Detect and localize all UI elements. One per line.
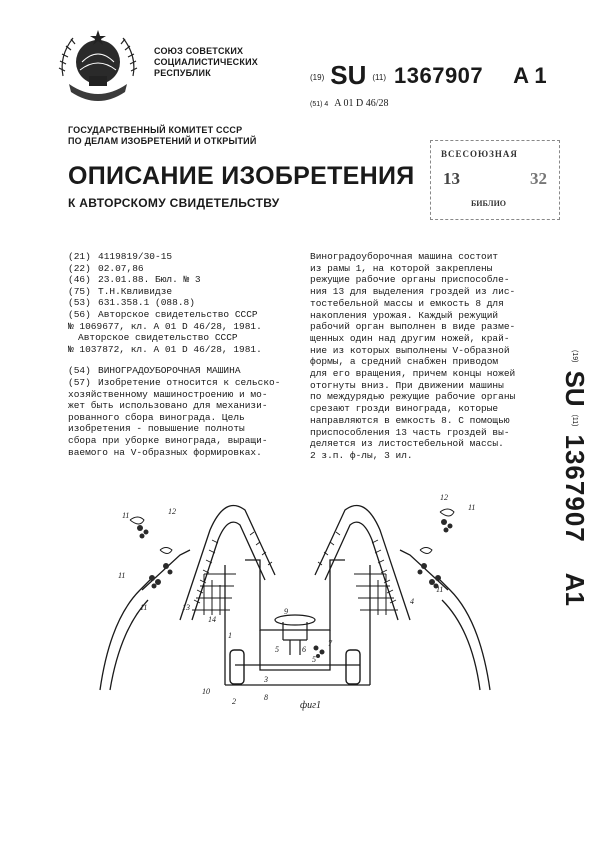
code-19: (19) bbox=[571, 350, 579, 363]
ref-label: 6 bbox=[302, 645, 306, 654]
country-code: SU bbox=[330, 60, 367, 90]
ref-label: 8 bbox=[264, 693, 268, 702]
stamp-number: 13 bbox=[443, 169, 460, 188]
field-code: (75) bbox=[68, 285, 91, 297]
abstract-line: тостебельной массы и емкость 8 для bbox=[310, 297, 504, 309]
committee-line: ПО ДЕЛАМ ИЗОБРЕТЕНИЙ И ОТКРЫТИЙ bbox=[68, 136, 257, 146]
code-11: (11) bbox=[571, 414, 579, 427]
ref-label: 11 bbox=[436, 585, 444, 594]
ref-label: 14 bbox=[208, 615, 216, 624]
ref-label: 10 bbox=[202, 687, 210, 696]
biblio-row bbox=[68, 286, 308, 298]
code-19: (19) bbox=[310, 73, 325, 82]
org-line: СОЦИАЛИСТИЧЕСКИХ bbox=[154, 57, 258, 67]
field-value: Авторское свидетельство СССР bbox=[98, 308, 258, 320]
ref-label: 13 bbox=[182, 603, 190, 612]
abstract-column bbox=[310, 251, 542, 462]
biblio-row bbox=[68, 251, 308, 263]
ref-label: 7 bbox=[328, 639, 332, 648]
code-11: (11) bbox=[372, 73, 386, 82]
field-value: 02.07,86 bbox=[98, 262, 144, 274]
committee-line: ГОСУДАРСТВЕННЫЙ КОМИТЕТ СССР bbox=[68, 125, 243, 135]
abstract-line: для его вращения, причем концы ножей bbox=[310, 368, 516, 380]
biblio-row bbox=[68, 309, 308, 321]
ipc-value: A 01 D 46/28 bbox=[334, 98, 389, 109]
abstract-line: срезают грозди винограда, которые bbox=[310, 403, 499, 415]
document-subtitle: К АВТОРСКОМУ СВИДЕТЕЛЬСТВУ bbox=[68, 196, 280, 210]
figure-caption: фиг1 bbox=[300, 700, 322, 711]
abstract-line: формы, а средний снабжен приводом bbox=[310, 356, 499, 368]
country-code: SU bbox=[560, 370, 591, 407]
abstract-line: деляется из листостебельной массы. bbox=[310, 438, 504, 450]
ref-label: 3 bbox=[264, 675, 268, 684]
ref-label: 9 bbox=[284, 607, 288, 616]
publication-number bbox=[310, 58, 547, 88]
abstract-line: рованного сбора винограда. Цель bbox=[68, 411, 245, 423]
kind-code: A 1 bbox=[513, 63, 547, 88]
field-code: (54) bbox=[68, 365, 91, 377]
abstract-line: направляются в емкость 8. С помощью bbox=[310, 414, 510, 426]
abstract-line: ния 13 для выделения гроздей из лис- bbox=[310, 286, 516, 298]
invention-title-row bbox=[68, 365, 308, 377]
ref-label: 11 bbox=[118, 571, 126, 580]
ref-label: 12 bbox=[440, 493, 448, 502]
ref-label: 4 bbox=[410, 597, 414, 606]
ref-label: 5 bbox=[312, 655, 316, 664]
biblio-cont: № 1069677, кл. А 01 D 46/28, 1981. bbox=[68, 320, 262, 332]
organization-name bbox=[154, 46, 284, 79]
document-title: ОПИСАНИЕ ИЗОБРЕТЕНИЯ bbox=[68, 162, 415, 190]
field-value: 631.358.1 (088.8) bbox=[98, 297, 195, 309]
field-code: (56) bbox=[68, 308, 91, 320]
stamp-line: ВСЕСОЮЗНАЯ bbox=[441, 149, 518, 159]
abstract-line: хозяйственному машиностроению и мо- bbox=[68, 388, 268, 400]
field-code: (46) bbox=[68, 274, 91, 286]
ref-label: 5 bbox=[275, 645, 279, 654]
field-code: (53) bbox=[68, 297, 91, 309]
abstract-line: накопления урожая. Каждый режущий bbox=[310, 309, 499, 321]
harvester-drawing bbox=[80, 470, 510, 720]
abstract-line: по междурядью режущие рабочие органы bbox=[310, 391, 516, 403]
field-code: (57) bbox=[68, 376, 91, 388]
abstract-line: ваемого на V-образных формировках. bbox=[68, 446, 262, 458]
biblio-cont: Авторское свидетельство СССР bbox=[78, 332, 238, 344]
invention-title: ВИНОГРАДОУБОРОЧНАЯ МАШИНА bbox=[98, 365, 241, 377]
bibliographic-data bbox=[68, 251, 308, 458]
biblio-row bbox=[68, 297, 308, 309]
ipc-classification bbox=[310, 98, 388, 109]
kind-code: A1 bbox=[560, 572, 591, 606]
abstract-line: изобретения - повышение полноты bbox=[68, 423, 245, 435]
ref-label: 11 bbox=[468, 503, 476, 512]
org-line: РЕСПУБЛИК bbox=[154, 68, 211, 78]
side-publication-number bbox=[555, 350, 595, 720]
abstract-line: отогнуты вниз. При движении машины bbox=[310, 379, 504, 391]
field-value: Т.Н.Квливидзе bbox=[98, 285, 173, 297]
abstract-line: ние из которых выполнены V-образной bbox=[310, 344, 510, 356]
abstract-line: рабочий орган выполнен в виде разме- bbox=[310, 321, 516, 333]
abstract-start-row bbox=[68, 377, 308, 389]
abstract-line: щенных один над другим ножей, край- bbox=[310, 332, 510, 344]
committee-name bbox=[68, 125, 308, 147]
org-line: СОЮЗ СОВЕТСКИХ bbox=[154, 46, 244, 56]
field-value: 4119819/30-15 bbox=[98, 251, 173, 262]
ref-label: 12 bbox=[168, 507, 176, 516]
abstract-line: Изобретение относится к сельско- bbox=[98, 376, 281, 388]
field-code: (22) bbox=[68, 262, 91, 274]
biblio-cont: № 1037872, кл. А 01 D 46/28, 1981. bbox=[68, 343, 262, 355]
ussr-emblem-icon bbox=[55, 26, 141, 108]
abstract-line: 2 з.п. ф-лы, 3 ил. bbox=[310, 449, 413, 461]
ref-label: 1 bbox=[228, 631, 232, 640]
biblio-row bbox=[68, 274, 308, 286]
ipc-code: (51) 4 bbox=[310, 101, 329, 108]
field-value: 23.01.88. Бюл. № 3 bbox=[98, 274, 201, 286]
abstract-line: режущие рабочие органы приспособле- bbox=[310, 274, 510, 286]
abstract-line: сбора при уборке винограда, выращи- bbox=[68, 434, 268, 446]
stamp-line: БИБЛИО bbox=[471, 199, 507, 208]
patent-number: 1367907 bbox=[560, 434, 591, 543]
abstract-line: из рамы 1, на которой закреплены bbox=[310, 262, 493, 274]
ref-label: 11 bbox=[122, 511, 130, 520]
ref-label: 2 bbox=[232, 697, 236, 706]
stamp-number: 32 bbox=[530, 169, 547, 188]
abstract-line: жет быть использовано для механизи- bbox=[68, 400, 268, 412]
abstract-line: Виноградоуборочная машина состоит bbox=[310, 251, 499, 262]
ref-label: 11 bbox=[140, 603, 148, 612]
library-stamp bbox=[430, 140, 560, 220]
field-code: (21) bbox=[68, 251, 91, 262]
abstract-line: приспособления 13 часть гроздей вы- bbox=[310, 426, 510, 438]
patent-number: 1367907 bbox=[394, 63, 484, 88]
biblio-row bbox=[68, 263, 308, 275]
